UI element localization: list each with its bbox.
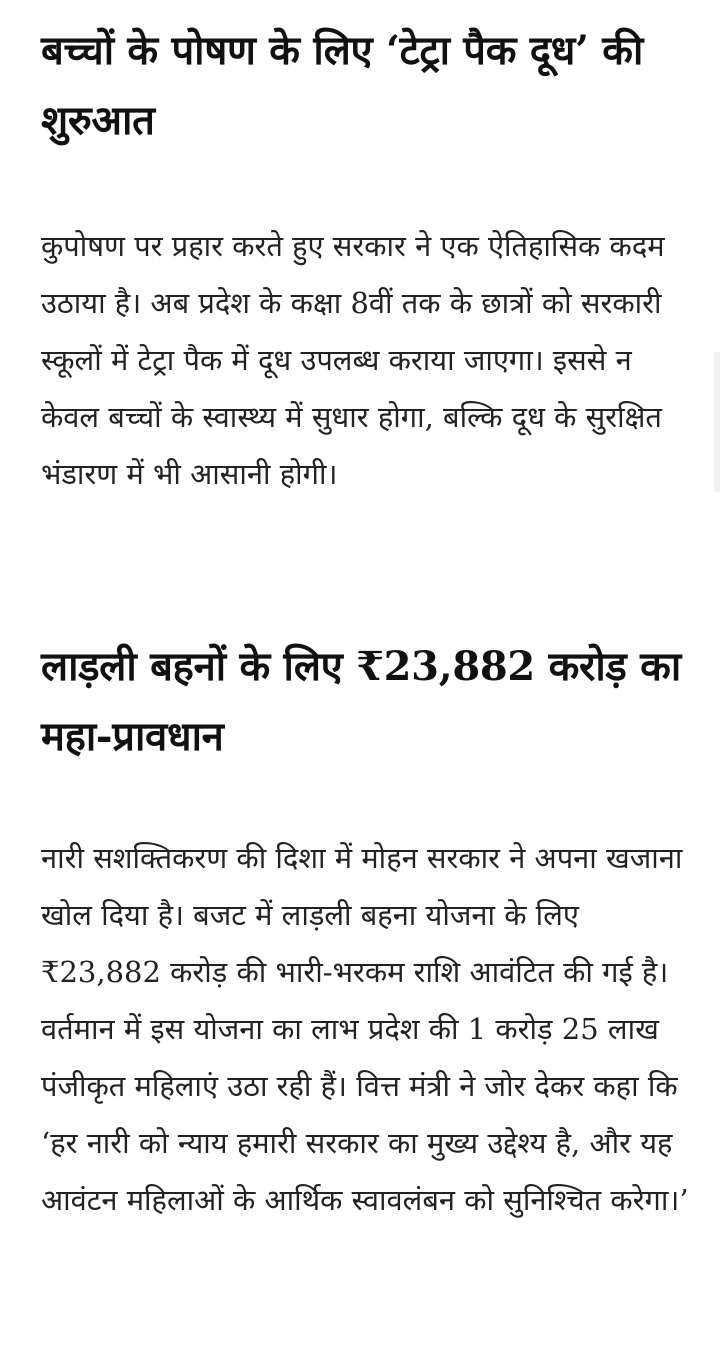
scroll-edge-indicator xyxy=(714,352,720,492)
section-heading-tetra-pack-milk: बच्चों के पोषण के लिए ‘टेट्रा पैक दूध’ की शुरुआत xyxy=(41,27,644,144)
section-heading-ladli-behna: लाड़ली बहनों के लिए ₹23,882 करोड़ का महा-प्रावधान xyxy=(41,643,681,760)
section-paragraph-ladli-behna: नारी सशक्तिकरण की दिशा में मोहन सरकार ने अपना खजाना खोल दिया है। बजट में लाड़ली बहना योजना के लिए ₹23,882 करोड़ की भारी-भरकम राशि आवंटित की गई है। वर्तमान में इस योजना का लाभ प्रदेश की 1 करोड़ 25 लाख पंजीकृत महिलाएं उठा रही हैं। वित्त मंत्री ने जोर देकर कहा कि ‘हर नारी को न्याय हमारी सरकार का मुख्य उद्देश्य है, और यह आवंटन महिलाओं के आर्थिक स्वावलंबन को सुनिश्चित करेगा।’ xyxy=(41,841,689,1217)
section-paragraph-tetra-pack-milk: कुपोषण पर प्रहार करते हुए सरकार ने एक ऐतिहासिक कदम उठाया है। अब प्रदेश के कक्षा 8वीं तक के छात्रों को सरकारी स्कूलों में टेट्रा पैक में दूध उपलब्ध कराया जाएगा। इससे न केवल बच्चों के स्वास्थ्य में सुधार होगा, बल्कि दूध के सुरक्षित भंडारण में भी आसानी होगी। xyxy=(41,229,665,491)
